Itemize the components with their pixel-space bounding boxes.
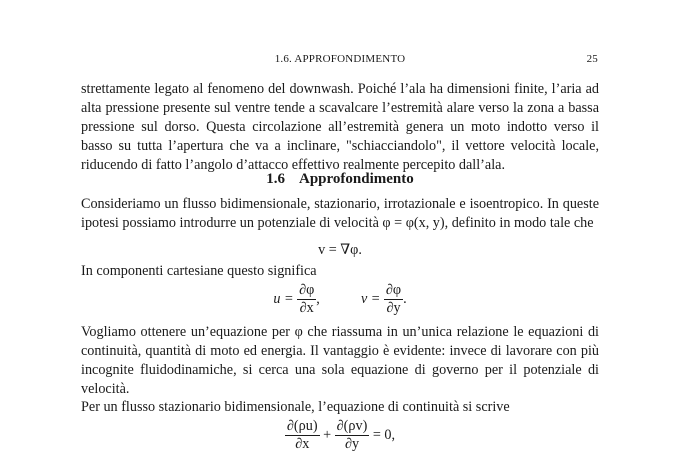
paragraph-2-block [81, 262, 599, 281]
paragraph-3-block [81, 323, 599, 399]
running-title: 1.6. APPROFONDIMENTO [274, 53, 406, 65]
equation-gradient-text: v = ∇φ. [318, 242, 362, 258]
du-numerator: ∂φ [299, 282, 315, 298]
du-fraction [297, 282, 316, 317]
du-denominator: ∂x [299, 300, 314, 316]
intro-paragraph-block [81, 80, 599, 175]
equation-components [0, 282, 680, 317]
paragraph-4-block [81, 398, 599, 417]
dv-denominator: ∂y [386, 300, 401, 316]
paragraph-2: In componenti cartesiane questo significa [81, 263, 317, 279]
term2-numerator: ∂(ρv) [336, 418, 368, 434]
paragraph-1-block [81, 195, 599, 233]
page-number: 25 [586, 53, 598, 65]
u-separator: , [316, 291, 320, 307]
section-title: Approfondimento [299, 171, 414, 187]
paragraph-4: Per un flusso stazionario bidimensionale, l’equazione di continuità si scrive [81, 399, 510, 415]
term1-fraction [285, 418, 320, 453]
section-heading [0, 171, 680, 188]
equation-gradient [0, 242, 680, 259]
plus-sign: + [323, 427, 332, 443]
intro-paragraph: strettamente legato al fenomeno del downwash. Poiché l’ala ha dimensioni finite, l’aria ad alta pressione presente sul ventre tende a scavalcare l’estremità alare verso la zona a bassa pressione sul dorso. Questa circolazione all’estremità genera un moto indotto verso il basso su tutta l’apertura che va a inclinare, "schiacciandolo", il vettore velocità locale, riducendo di fatto l’angolo d’attacco effettivo realmente percepito dall’ala. [81, 81, 599, 173]
u-lhs: u = [273, 291, 294, 307]
dv-numerator: ∂φ [385, 282, 402, 298]
term1-numerator: ∂(ρu) [286, 418, 318, 434]
paragraph-3: Vogliamo ottenere un’equazione per φ che riassuma in un’unica relazione le equazioni di continuità, quantità di moto ed energia. Il vantaggio è evidente: invece di lavorare con più incognite fluidodinamiche, si cerca una sola equazione di governo per il potenziale di velocità. [81, 324, 599, 397]
term2-fraction [335, 418, 370, 453]
dv-fraction [384, 282, 403, 317]
v-end: . [403, 291, 407, 307]
section-number: 1.6 [266, 171, 285, 187]
term1-denominator: ∂x [295, 436, 310, 452]
paragraph-1: Consideriamo un flusso bidimensionale, stazionario, irrotazionale e isoentropico. In queste ipotesi possiamo introdurre un potenziale di velocità φ = φ(x, y), definito in modo tale che [81, 196, 599, 231]
term2-denominator: ∂y [344, 436, 360, 452]
continuity-rhs: = 0, [372, 427, 396, 443]
equation-continuity [0, 418, 680, 453]
v-lhs: v = [360, 291, 381, 307]
